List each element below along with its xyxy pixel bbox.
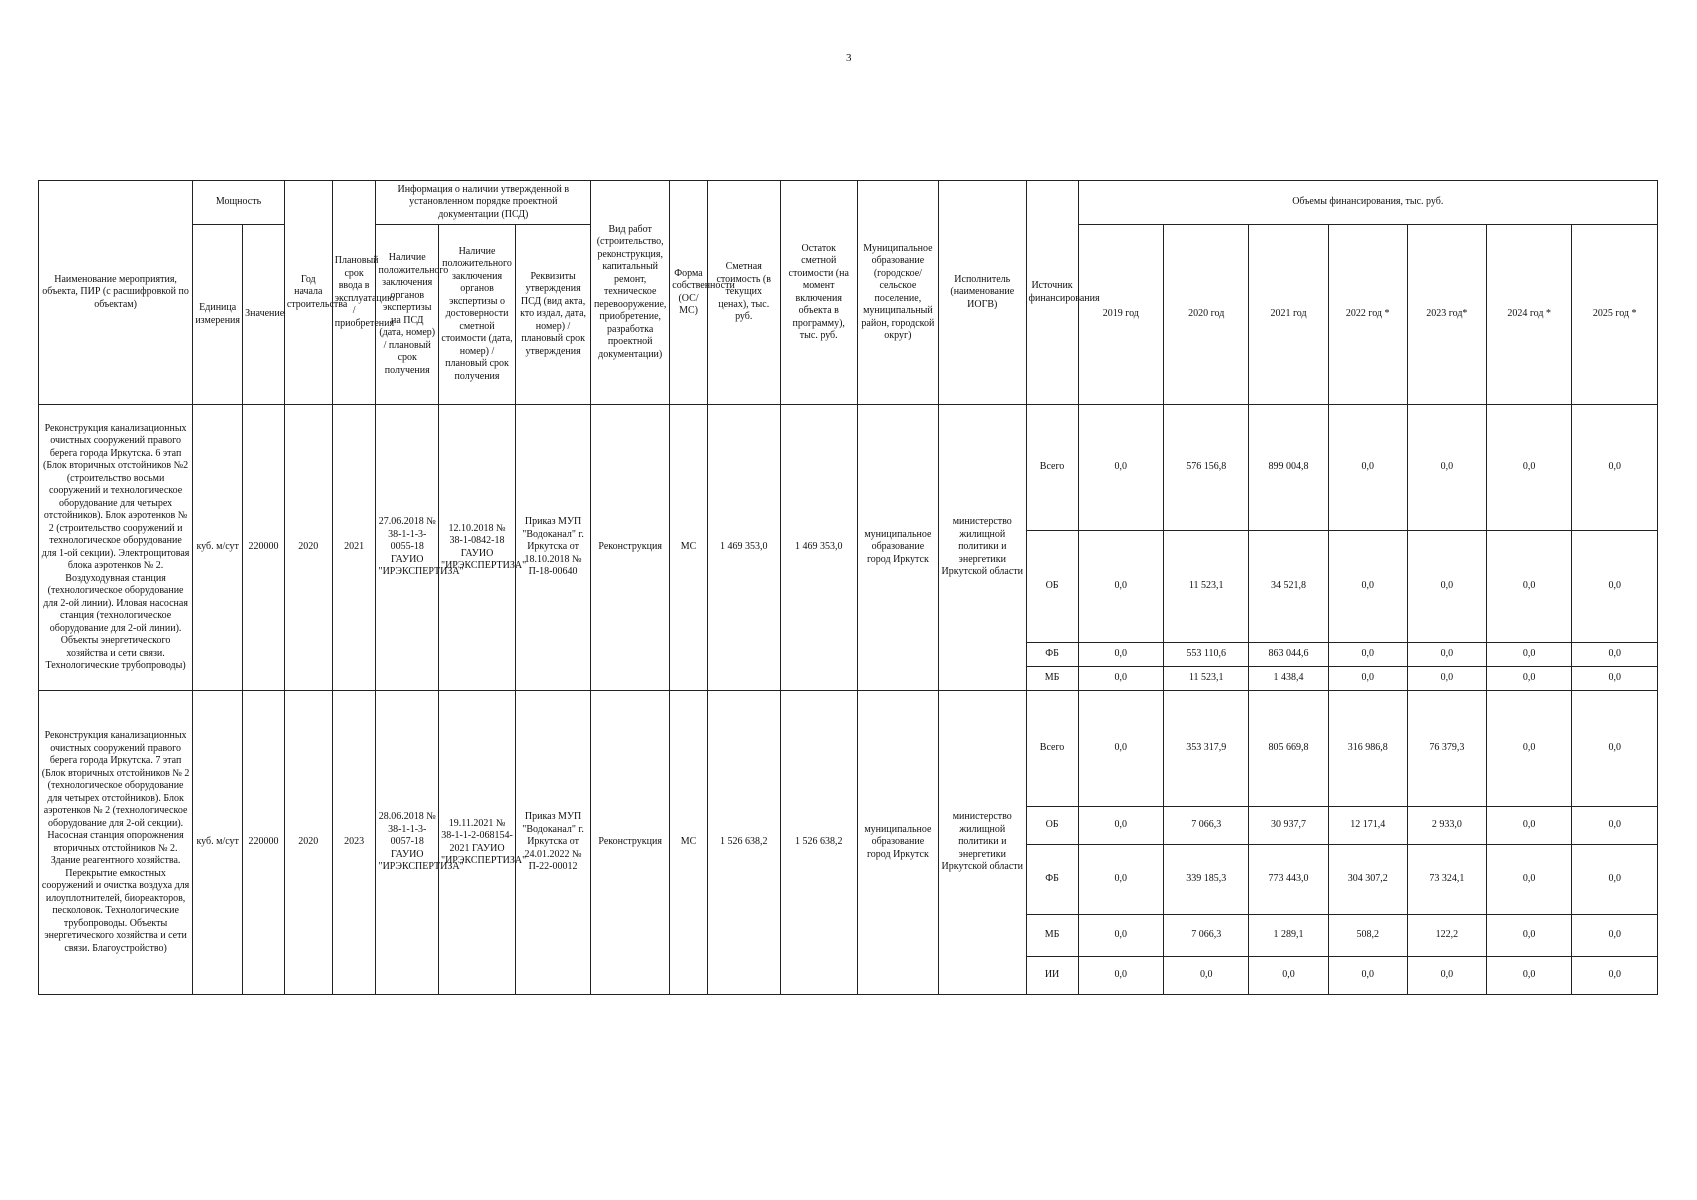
row-unit: куб. м/сут bbox=[193, 405, 243, 691]
financing-table bbox=[38, 180, 1658, 995]
funding-value: 0,0 bbox=[1486, 643, 1571, 667]
funding-value: 0,0 bbox=[1572, 807, 1658, 845]
funding-source: Всего bbox=[1026, 405, 1078, 531]
funding-value: 0,0 bbox=[1078, 915, 1163, 957]
funding-value: 7 066,3 bbox=[1164, 807, 1249, 845]
funding-value: 0,0 bbox=[1078, 531, 1163, 643]
header-year: 2025 год * bbox=[1572, 225, 1658, 405]
row-municipality: муниципальное образование город Иркутск bbox=[857, 691, 938, 995]
funding-value: 553 110,6 bbox=[1164, 643, 1249, 667]
funding-value: 0,0 bbox=[1407, 957, 1486, 995]
funding-value: 0,0 bbox=[1078, 643, 1163, 667]
row-expertise: 27.06.2018 № 38-1-1-3-0055-18 ГАУИО "ИРЭКСПЕРТИЗА" bbox=[376, 405, 439, 691]
funding-value: 0,0 bbox=[1486, 957, 1571, 995]
funding-value: 0,0 bbox=[1572, 405, 1658, 531]
funding-value: 353 317,9 bbox=[1164, 691, 1249, 807]
funding-value: 1 438,4 bbox=[1249, 667, 1328, 691]
header-psd-details: Реквизиты утверждения ПСД (вид акта, кто издал, дата, номер) / плановый срок утверждения bbox=[516, 225, 591, 405]
funding-source: МБ bbox=[1026, 667, 1078, 691]
funding-value: 316 986,8 bbox=[1328, 691, 1407, 807]
funding-value: 0,0 bbox=[1572, 531, 1658, 643]
row-details: Приказ МУП "Водоканал" г. Иркутска от 18.10.2018 № П-18-00640 bbox=[516, 405, 591, 691]
row-work-type: Реконструкция bbox=[591, 691, 670, 995]
funding-value: 2 933,0 bbox=[1407, 807, 1486, 845]
header-remaining-cost: Остаток сметной стоимости (на момент включения объекта в программу), тыс. руб. bbox=[780, 181, 857, 405]
funding-value: 0,0 bbox=[1486, 807, 1571, 845]
funding-source: ИИ bbox=[1026, 957, 1078, 995]
funding-value: 1 289,1 bbox=[1249, 915, 1328, 957]
header-work-type: Вид работ (строительство, реконструкция, капитальный ремонт, техническое перевооружение, приобретение, разработка проектной документации) bbox=[591, 181, 670, 405]
funding-value: 34 521,8 bbox=[1249, 531, 1328, 643]
funding-value: 30 937,7 bbox=[1249, 807, 1328, 845]
header-year: 2024 год * bbox=[1486, 225, 1571, 405]
row-start-year: 2020 bbox=[284, 405, 332, 691]
header-estimated-cost: Сметная стоимость (в текущих ценах), тыс. руб. bbox=[707, 181, 780, 405]
header-plan-term: Плановый срок ввода в эксплуатацию / приобретения bbox=[332, 181, 376, 405]
header-funding: Объемы финансирования, тыс. руб. bbox=[1078, 181, 1657, 225]
funding-value: 122,2 bbox=[1407, 915, 1486, 957]
funding-value: 863 044,6 bbox=[1249, 643, 1328, 667]
funding-value: 576 156,8 bbox=[1164, 405, 1249, 531]
funding-value: 0,0 bbox=[1572, 845, 1658, 915]
row-remaining-cost: 1 526 638,2 bbox=[780, 691, 857, 995]
funding-source: МБ bbox=[1026, 915, 1078, 957]
header-unit: Единица измерения bbox=[193, 225, 243, 405]
funding-value: 0,0 bbox=[1078, 845, 1163, 915]
page-number: 3 bbox=[846, 52, 852, 64]
header-year: 2020 год bbox=[1164, 225, 1249, 405]
funding-value: 0,0 bbox=[1328, 531, 1407, 643]
row-ownership: МС bbox=[670, 691, 708, 995]
header-source: Источник финансирования bbox=[1026, 181, 1078, 405]
funding-value: 0,0 bbox=[1407, 531, 1486, 643]
header-capacity: Мощность bbox=[193, 181, 285, 225]
row-ownership: МС bbox=[670, 405, 708, 691]
header-psd-info: Информация о наличии утвержденной в установленном порядке проектной документации (ПСД) bbox=[376, 181, 591, 225]
funding-value: 0,0 bbox=[1572, 691, 1658, 807]
row-work-type: Реконструкция bbox=[591, 405, 670, 691]
funding-source: ФБ bbox=[1026, 643, 1078, 667]
row-plan-year: 2021 bbox=[332, 405, 376, 691]
funding-value: 0,0 bbox=[1078, 667, 1163, 691]
header-psd-reliability: Наличие положительного заключения органов экспертизы о достоверности сметной стоимости (дата, номер) / плановый срок получения bbox=[438, 225, 515, 405]
funding-value: 0,0 bbox=[1328, 643, 1407, 667]
row-plan-year: 2023 bbox=[332, 691, 376, 995]
funding-value: 0,0 bbox=[1164, 957, 1249, 995]
header-executor: Исполнитель (наименование ИОГВ) bbox=[939, 181, 1027, 405]
funding-source: Всего bbox=[1026, 691, 1078, 807]
funding-value: 0,0 bbox=[1328, 667, 1407, 691]
funding-value: 76 379,3 bbox=[1407, 691, 1486, 807]
funding-source: ФБ bbox=[1026, 845, 1078, 915]
funding-value: 0,0 bbox=[1572, 915, 1658, 957]
funding-value: 0,0 bbox=[1486, 667, 1571, 691]
table-row bbox=[39, 405, 1658, 531]
funding-value: 773 443,0 bbox=[1249, 845, 1328, 915]
funding-value: 304 307,2 bbox=[1328, 845, 1407, 915]
header-psd-expertise: Наличие положительного заключения органов экспертизы на ПСД (дата, номер) / плановый срок получения bbox=[376, 225, 439, 405]
funding-value: 7 066,3 bbox=[1164, 915, 1249, 957]
funding-value: 0,0 bbox=[1328, 957, 1407, 995]
funding-value: 11 523,1 bbox=[1164, 667, 1249, 691]
row-details: Приказ МУП "Водоканал" г. Иркутска от 24.01.2022 № П-22-00012 bbox=[516, 691, 591, 995]
funding-value: 0,0 bbox=[1486, 531, 1571, 643]
funding-source: ОБ bbox=[1026, 807, 1078, 845]
funding-value: 11 523,1 bbox=[1164, 531, 1249, 643]
funding-value: 73 324,1 bbox=[1407, 845, 1486, 915]
header-ownership: Форма собственности (ОС/МС) bbox=[670, 181, 708, 405]
header-name: Наименование мероприятия, объекта, ПИР (с расшифровкой по объектам) bbox=[39, 181, 193, 405]
row-reliability: 19.11.2021 № 38-1-1-2-068154-2021 ГАУИО "ИРЭКСПЕРТИЗА" bbox=[438, 691, 515, 995]
row-start-year: 2020 bbox=[284, 691, 332, 995]
header-year: 2021 год bbox=[1249, 225, 1328, 405]
funding-value: 0,0 bbox=[1407, 643, 1486, 667]
funding-value: 0,0 bbox=[1078, 957, 1163, 995]
funding-value: 339 185,3 bbox=[1164, 845, 1249, 915]
funding-value: 0,0 bbox=[1078, 807, 1163, 845]
header-value: Значение bbox=[243, 225, 285, 405]
funding-value: 0,0 bbox=[1486, 691, 1571, 807]
header-year: 2019 год bbox=[1078, 225, 1163, 405]
row-reliability: 12.10.2018 № 38-1-0842-18 ГАУИО "ИРЭКСПЕРТИЗА" bbox=[438, 405, 515, 691]
funding-value: 0,0 bbox=[1486, 845, 1571, 915]
row-description: Реконструкция канализационных очистных сооружений правого берега города Иркутска. 6 этап (Блок вторичных отстойников №2 (строительство восьми сооружений и технологическое оборудование для четырех отстойников). Блок аэротенков № 2 (строительство сооружений и технологическое оборудование для 1-ой секции). Электрощитовая блока аэротенков № 2. Воздуходувная станция (технологическое оборудование для 2-ой линии). Иловая насосная станция (технологическое оборудование для 2-ой линии). Объекты энергетического хозяйства и сети связи. Технологические трубопроводы) bbox=[39, 405, 193, 691]
row-municipality: муниципальное образование город Иркутск bbox=[857, 405, 938, 691]
row-executor: министерство жилищной политики и энергетики Иркутской области bbox=[939, 691, 1027, 995]
row-remaining-cost: 1 469 353,0 bbox=[780, 405, 857, 691]
funding-value: 0,0 bbox=[1078, 405, 1163, 531]
row-description: Реконструкция канализационных очистных сооружений правого берега города Иркутска. 7 этап (Блок вторичных отстойников № 2 (технологическое оборудование для четырех отстойников). Блок аэротенков № 2 (технологическое оборудование для 2-ой секции). Насосная станция опорожнения вторичных отстойников № 2. Здание реагентного хозяйства. Перекрытие емкостных сооружений и очистка воздуха для илоуплотнителей, биореакторов, песколовок. Технологические трубопроводы. Объекты энергетического хозяйства и сети связи. Благоустройство) bbox=[39, 691, 193, 995]
header-year: 2023 год* bbox=[1407, 225, 1486, 405]
table-body bbox=[39, 405, 1658, 995]
row-estimated-cost: 1 469 353,0 bbox=[707, 405, 780, 691]
funding-value: 508,2 bbox=[1328, 915, 1407, 957]
funding-value: 0,0 bbox=[1572, 667, 1658, 691]
table-row bbox=[39, 691, 1658, 807]
funding-value: 0,0 bbox=[1078, 691, 1163, 807]
row-unit: куб. м/сут bbox=[193, 691, 243, 995]
header-municipality: Муниципальное образование (городское/сельское поселение, муниципальный район, городской округ) bbox=[857, 181, 938, 405]
funding-value: 0,0 bbox=[1249, 957, 1328, 995]
funding-source: ОБ bbox=[1026, 531, 1078, 643]
header-year: 2022 год * bbox=[1328, 225, 1407, 405]
row-value: 220000 bbox=[243, 405, 285, 691]
funding-value: 0,0 bbox=[1407, 405, 1486, 531]
funding-value: 12 171,4 bbox=[1328, 807, 1407, 845]
header-start-year: Год начала строительства bbox=[284, 181, 332, 405]
funding-value: 899 004,8 bbox=[1249, 405, 1328, 531]
funding-value: 0,0 bbox=[1328, 405, 1407, 531]
row-expertise: 28.06.2018 № 38-1-1-3-0057-18 ГАУИО "ИРЭКСПЕРТИЗА" bbox=[376, 691, 439, 995]
funding-value: 0,0 bbox=[1572, 957, 1658, 995]
row-executor: министерство жилищной политики и энергетики Иркутской области bbox=[939, 405, 1027, 691]
row-estimated-cost: 1 526 638,2 bbox=[707, 691, 780, 995]
funding-value: 0,0 bbox=[1572, 643, 1658, 667]
funding-value: 805 669,8 bbox=[1249, 691, 1328, 807]
funding-value: 0,0 bbox=[1486, 405, 1571, 531]
funding-value: 0,0 bbox=[1486, 915, 1571, 957]
funding-value: 0,0 bbox=[1407, 667, 1486, 691]
row-value: 220000 bbox=[243, 691, 285, 995]
